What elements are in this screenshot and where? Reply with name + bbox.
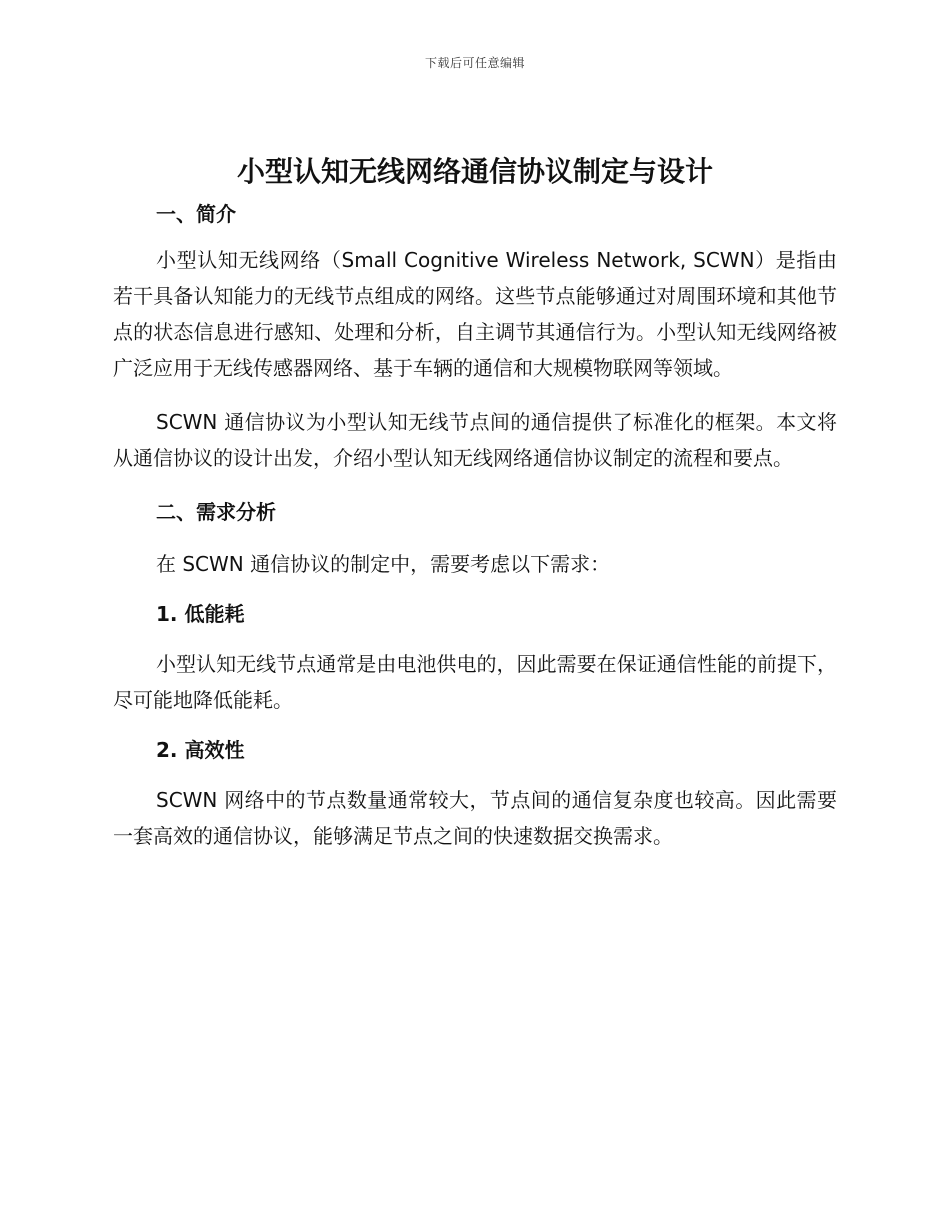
intro-paragraph-1: 小型认知无线网络（Small Cognitive Wireless Network, SCWN）是指由若干具备认知能力的无线节点组成的网络。这些节点能够通过对周围环境和其他节点的状态信息进行感知、处理和分析，自主调节其通信行为。小型认知无线网络被广泛应用于无线传感器网络、基于车辆的通信和大规模物联网等领域。 bbox=[113, 248, 837, 380]
subsection-heading-efficiency: 2. 高效性 bbox=[156, 738, 245, 762]
document-title: 小型认知无线网络通信协议制定与设计 bbox=[236, 155, 713, 188]
header-note: 下载后可任意编辑 bbox=[424, 56, 525, 70]
low-power-paragraph: 小型认知无线节点通常是由电池供电的，因此需要在保证通信性能的前提下，尽可能地降低能耗。 bbox=[113, 652, 837, 712]
intro-paragraph-2: SCWN 通信协议为小型认知无线节点间的通信提供了标准化的框架。本文将从通信协议的设计出发，介绍小型认知无线网络通信协议制定的流程和要点。 bbox=[113, 410, 837, 470]
requirements-paragraph-1: 在 SCWN 通信协议的制定中，需要考虑以下需求： bbox=[156, 552, 611, 576]
subsection-heading-low-power: 1. 低能耗 bbox=[156, 602, 245, 626]
section-heading-intro: 一、简介 bbox=[156, 202, 236, 226]
section-heading-requirements: 二、需求分析 bbox=[156, 500, 276, 524]
efficiency-paragraph: SCWN 网络中的节点数量通常较大，节点间的通信复杂度也较高。因此需要一套高效的通信协议，能够满足节点之间的快速数据交换需求。 bbox=[113, 788, 837, 848]
document-body bbox=[113, 200, 837, 854]
